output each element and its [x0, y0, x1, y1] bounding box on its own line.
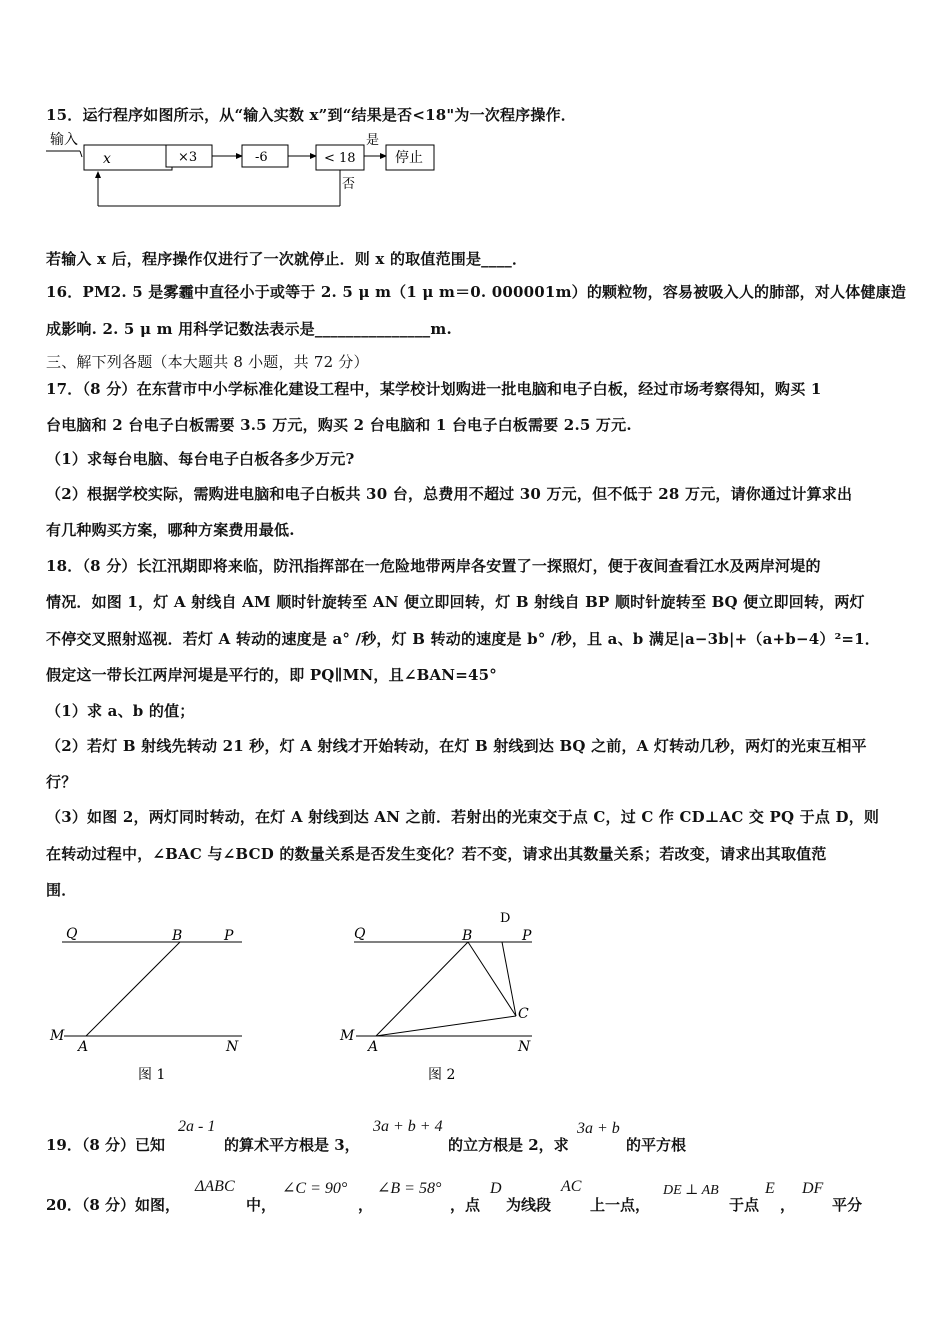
q20-expr6: DE ⊥ AB — [663, 1183, 719, 1198]
q20-t8: 平分 — [832, 1196, 863, 1214]
q20-expr1: ΔABC — [195, 1178, 235, 1195]
flow-input-label: 输入 — [50, 132, 78, 148]
fig2-label-a: A — [368, 1039, 379, 1055]
q18-line4: 假定这一带长江两岸河堤是平行的，即 PQ∥MN，且∠BAN=45° — [46, 666, 497, 684]
fig2-label-c: C — [518, 1006, 529, 1022]
q17-part1: （1）求每台电脑、每台电子白板各多少万元? — [46, 450, 355, 468]
fig1-label-b: B — [172, 928, 183, 944]
fig1-label-n: N — [226, 1039, 239, 1055]
flow-box-times3-label: ×3 — [178, 150, 198, 165]
q19-mid2: 的立方根是 2，求 — [448, 1136, 569, 1154]
q20-expr7: E — [765, 1180, 775, 1197]
q19-expr1: 2a - 1 — [178, 1118, 216, 1135]
q18-figure2 — [336, 906, 556, 1090]
q15-stem: 15．运行程序如图所示，从“输入实数 x”到“结果是否<18"为一次程序操作． — [46, 106, 576, 124]
q20-expr5: AC — [561, 1178, 582, 1195]
fig1-segment-ab — [86, 942, 180, 1036]
q19-expr3: 3a + b — [577, 1120, 620, 1137]
fig1-label-q: Q — [66, 926, 78, 942]
q19-expr2: 3a + b + 4 — [373, 1118, 443, 1135]
q18-part2-line1: （2）若灯 B 射线先转动 21 秒，灯 A 射线才开始转动，在灯 B 射线到达 BQ 之前，A 灯转动几秒，两灯的光束互相平 — [46, 737, 867, 755]
q17-line2: 台电脑和 2 台电子白板需要 3.5 万元，购买 2 台电脑和 1 台电子白板需要 2.5 万元. — [46, 416, 632, 434]
flow-box-x-label: x — [103, 151, 111, 167]
q20-t7: ， — [780, 1196, 796, 1214]
fig2-segment-ac — [376, 1016, 516, 1036]
fig2-label-b: B — [462, 928, 473, 944]
q20-t1: 中， — [246, 1196, 277, 1214]
q18-part3-line2: 在转动过程中，∠BAC 与∠BCD 的数量关系是否发生变化？若不变，请求出其数量关系；若改变，请求出其取值范 — [46, 845, 827, 863]
q18-line2: 情况．如图 1，灯 A 射线自 AM 顺时针旋转至 AN 便立即回转，灯 B 射线自 BP 顺时针旋转至 BQ 便立即回转，两灯 — [46, 593, 865, 611]
fig2-label-q: Q — [354, 926, 366, 942]
q18-part1: （1）求 a、b 的值； — [46, 702, 195, 720]
fig2-label-m: M — [340, 1028, 355, 1044]
q20-t6: 于点 — [729, 1196, 760, 1214]
q18-part2-line2: 行？ — [46, 773, 77, 791]
flow-no-label: 否 — [342, 177, 356, 192]
q20-expr4: D — [490, 1180, 502, 1197]
q17-part2-line1: （2）根据学校实际，需购进电脑和电子白板共 30 台，总费用不超过 30 万元，但不低于 28 万元，请你通过计算求出 — [46, 485, 853, 503]
fig1-label-a: A — [78, 1039, 89, 1055]
q19-suffix: 的平方根 — [626, 1136, 687, 1154]
q20-expr2: ∠C = 90° — [282, 1180, 348, 1197]
flow-yes-label: 是 — [366, 133, 380, 148]
q19-prefix: 19．（8 分）已知 — [46, 1136, 166, 1154]
fig1-caption: 图 1 — [138, 1067, 166, 1083]
q17-line1: 17．（8 分）在东营市中小学标准化建设工程中，某学校计划购进一批电脑和电子白板，经过市场考察得知，购买 1 — [46, 380, 822, 398]
fig2-label-d: D — [500, 911, 511, 926]
q16-line2: 成影响. 2. 5 μ m 用科学记数法表示是_______________m. — [46, 320, 452, 338]
flow-box-stop-label: 停止 — [395, 150, 423, 166]
q20-t2: ， — [358, 1196, 374, 1214]
q20-expr3: ∠B = 58° — [377, 1180, 442, 1197]
q20-t3: ，点 — [450, 1196, 481, 1214]
q18-part3-line1: （3）如图 2，两灯同时转动，在灯 A 射线到达 AN 之前．若射出的光束交于点 C，过 C 作 CD⊥AC 交 PQ 于点 D，则 — [46, 808, 880, 826]
fig1-label-m: M — [50, 1028, 65, 1044]
q18-line3: 不停交叉照射巡视．若灯 A 转动的速度是 a° /秒，灯 B 转动的速度是 b° /秒，且 a、b 满足|a−3b|+（a+b−4）²=1． — [46, 630, 880, 648]
q18-part3-line3: 围． — [46, 881, 77, 899]
flow-box-lt18-label: < 18 — [324, 151, 356, 166]
fig1-label-p: P — [224, 928, 234, 944]
q20-expr8: DF — [802, 1180, 824, 1197]
q20-t5: 上一点， — [590, 1196, 651, 1214]
q17-part2-line2: 有几种购买方案，哪种方案费用最低. — [46, 521, 295, 539]
q16-line1: 16．PM2. 5 是雾霾中直径小于或等于 2. 5 μ m（1 μ m＝0. 000001m）的颗粒物，容易被吸入人的肺部，对人体健康造 — [46, 283, 907, 301]
q15-flowchart-main — [44, 130, 444, 210]
fig2-label-p: P — [522, 928, 532, 944]
fig2-segment-ab — [376, 942, 468, 1036]
q18-figure1 — [44, 920, 264, 1090]
flow-box-minus6-label: -6 — [255, 150, 268, 165]
q18-line1: 18．（8 分）长江汛期即将来临，防汛指挥部在一危险地带两岸各安置了一探照灯，便于夜间查看江水及两岸河堤的 — [46, 557, 821, 575]
fig2-label-n: N — [518, 1039, 531, 1055]
q20-prefix: 20．（8 分）如图， — [46, 1196, 181, 1214]
q15-question: 若输入 x 后，程序操作仅进行了一次就停止．则 x 的取值范围是____． — [46, 250, 528, 268]
q20-t4: 为线段 — [506, 1196, 552, 1214]
fig2-caption: 图 2 — [428, 1067, 456, 1083]
q19-mid1: 的算术平方根是 3， — [224, 1136, 360, 1154]
section3-heading: 三、解下列各题（本大题共 8 小题，共 72 分） — [46, 353, 369, 371]
